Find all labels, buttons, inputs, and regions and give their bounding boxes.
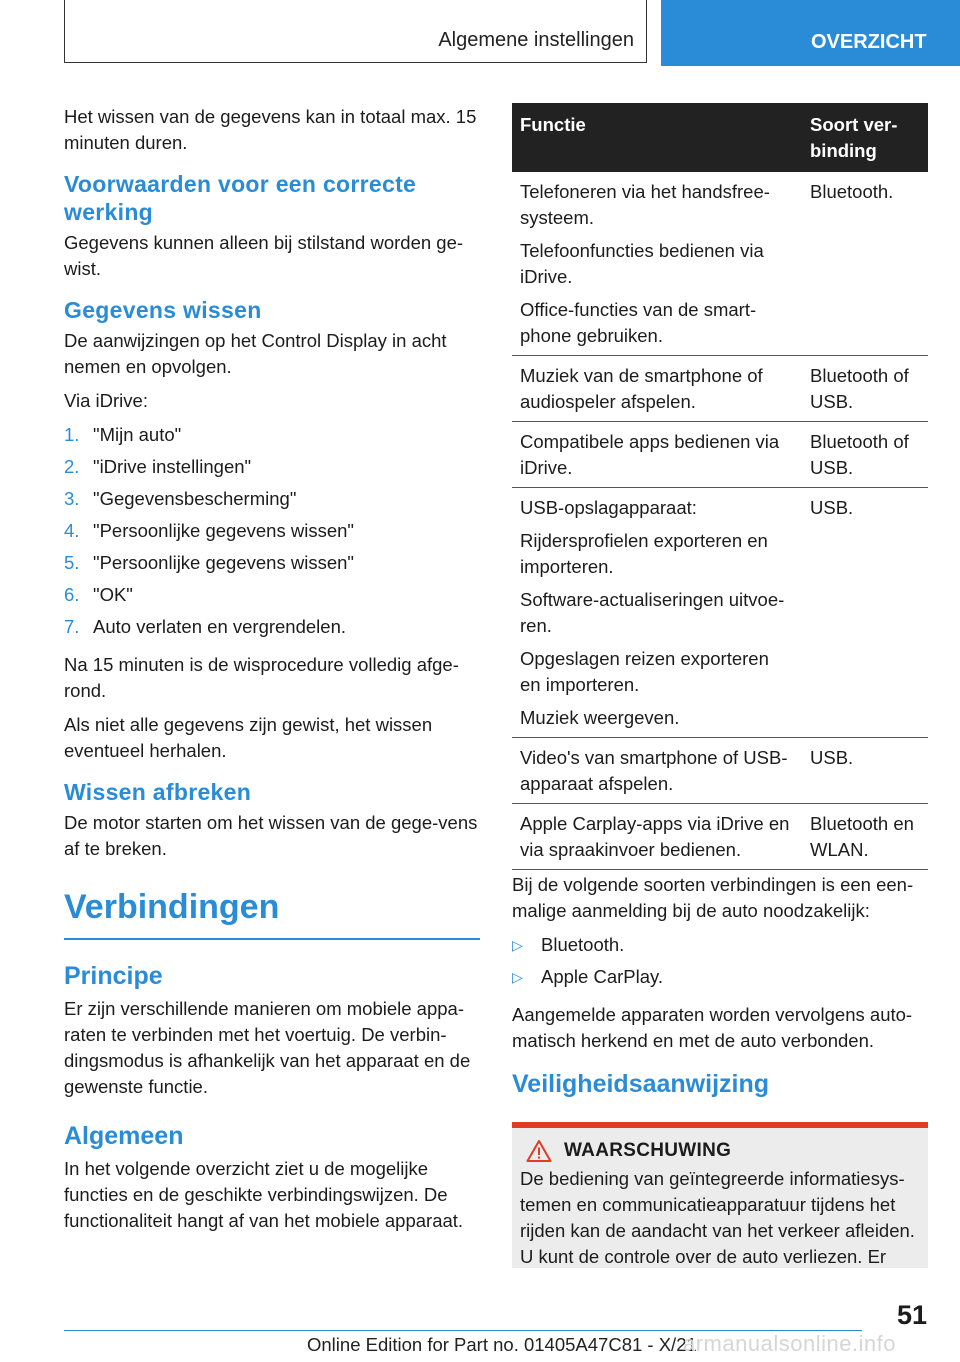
function-line: Telefoneren via het handsfree-systeem. xyxy=(520,181,770,228)
warning-text: De bediening van geïntegreerde informatiesys-temen en communicatieapparatuur tijdens het rijden kan de aandacht van het verkeer afleiden. U kunt de controle over de auto verliezen. Er xyxy=(520,1168,915,1267)
erase-steps xyxy=(64,422,480,646)
erase-heading: Gegevens wissen xyxy=(64,297,262,323)
abort-text: De motor starten om het wissen van de gege-vens af te breken. xyxy=(64,812,478,859)
step-item xyxy=(64,454,480,486)
step-text: "iDrive instellingen" xyxy=(93,456,252,477)
step-number: 7. xyxy=(64,616,80,637)
function-cell xyxy=(512,172,802,356)
function-cell xyxy=(512,356,802,422)
overview-tab-label: OVERZICHT xyxy=(811,31,927,53)
connection-cell: Bluetooth. xyxy=(802,172,928,356)
function-cell xyxy=(512,488,802,738)
connection-cell: Bluetooth of USB. xyxy=(802,356,928,422)
function-cell xyxy=(512,804,802,870)
step-text: "Mijn auto" xyxy=(93,424,182,445)
function-line: Muziek van de smartphone of audiospeler afspelen. xyxy=(520,365,763,412)
step-item xyxy=(64,582,480,614)
registration-text: Bij de volgende soorten verbindingen is een een-malige aanmelding bij de auto noodzakelijk: xyxy=(512,874,914,921)
connection-cell: USB. xyxy=(802,488,928,738)
function-cell xyxy=(512,422,802,488)
left-column xyxy=(64,104,480,1242)
intro-text: Het wissen van de gegevens kan in totaal max. 15 minuten duren. xyxy=(64,106,477,153)
warning-triangle-icon xyxy=(526,1139,552,1163)
via-idrive-text: Via iDrive: xyxy=(64,390,148,411)
step-number: 4. xyxy=(64,520,80,541)
table-row xyxy=(512,738,928,804)
abort-heading: Wissen afbreken xyxy=(64,779,252,805)
page-number: 51 xyxy=(896,1300,927,1330)
table-header-row xyxy=(512,103,928,172)
watermark: armanualsonline.info xyxy=(683,1331,897,1356)
step-number: 5. xyxy=(64,552,80,573)
function-line: Telefoonfuncties bedienen via iDrive. xyxy=(520,240,764,287)
erase-text: De aanwijzingen op het Control Display in acht nemen en opvolgen. xyxy=(64,330,447,377)
general-heading: Algemeen xyxy=(64,1122,184,1150)
function-line: Compatibele apps bedienen via iDrive. xyxy=(520,431,780,478)
step-text: "Gegevensbescherming" xyxy=(93,488,297,509)
function-line: Software-actualiseringen uitvoe-ren. xyxy=(520,589,785,636)
section-title: Algemene instellingen xyxy=(438,29,634,51)
column-header-function: Functie xyxy=(512,103,802,172)
principle-text: Er zijn verschillende manieren om mobiele appa-raten te verbinden met het voertuig. De verbin-dingsmodus is afhankelijk van het apparaat en de gewenste functie. xyxy=(64,998,471,1097)
safety-heading: Veiligheidsaanwijzing xyxy=(512,1070,770,1098)
function-line: Muziek weergeven. xyxy=(520,707,680,728)
list-item-text: Apple CarPlay. xyxy=(541,966,664,987)
list-item-text: Bluetooth. xyxy=(541,934,625,955)
step-item xyxy=(64,614,480,646)
connection-cell: Bluetooth of USB. xyxy=(802,422,928,488)
erase-repeat-text: Als niet alle gegevens zijn gewist, het wissen eventueel herhalen. xyxy=(64,714,433,761)
table-row xyxy=(512,422,928,488)
function-line: Opgeslagen reizen exporteren en importeren. xyxy=(520,648,769,695)
table-row xyxy=(512,172,928,356)
principle-heading: Principe xyxy=(64,962,163,990)
step-text: "Persoonlijke gegevens wissen" xyxy=(93,520,354,541)
registration-list xyxy=(512,932,928,996)
erase-after-text: Na 15 minuten is de wisprocedure volledig afge-rond. xyxy=(64,654,459,701)
auto-connect-text: Aangemelde apparaten worden vervolgens auto-matisch herkend en met de auto verbonden. xyxy=(512,1004,913,1051)
step-text: "OK" xyxy=(93,584,133,605)
step-text: "Persoonlijke gegevens wissen" xyxy=(93,552,354,573)
header-frame xyxy=(64,0,647,63)
conditions-heading: Voorwaarden voor een correcte werking xyxy=(64,171,417,225)
general-text: In het volgende overzicht ziet u de mogelijke functies en de geschikte verbindingswijzen. De functionaliteit hangt af van het mobiele apparaat. xyxy=(64,1158,464,1231)
function-cell xyxy=(512,738,802,804)
connection-cell: USB. xyxy=(802,738,928,804)
right-column xyxy=(512,872,928,1268)
step-number: 2. xyxy=(64,456,80,477)
connection-cell: Bluetooth en WLAN. xyxy=(802,804,928,870)
step-number: 1. xyxy=(64,424,80,445)
warning-header xyxy=(526,1138,922,1164)
step-item xyxy=(64,486,480,518)
table-row xyxy=(512,804,928,870)
warning-title: WAARSCHUWING xyxy=(564,1140,732,1161)
warning-box xyxy=(512,1122,928,1268)
triangle-bullet-icon: ▷ xyxy=(512,969,523,985)
edition-text: Online Edition for Part no. 01405A47C81 - X/21 xyxy=(307,1334,697,1355)
function-line: Rijdersprofielen exporteren en importeren. xyxy=(520,530,768,577)
connections-heading: Verbindingen xyxy=(64,886,480,940)
list-item xyxy=(512,964,928,996)
connections-table xyxy=(512,103,928,870)
list-item xyxy=(512,932,928,964)
column-header-connection: Soort ver-binding xyxy=(802,103,928,172)
step-number: 6. xyxy=(64,584,80,605)
step-text: Auto verlaten en vergrendelen. xyxy=(93,616,347,637)
function-line: Apple Carplay-apps via iDrive en via spraakinvoer bedienen. xyxy=(520,813,790,860)
function-line: Office-functies van de smart-phone gebruiken. xyxy=(520,299,757,346)
table-row xyxy=(512,488,928,738)
step-item xyxy=(64,550,480,582)
step-item xyxy=(64,518,480,550)
overview-tab[interactable] xyxy=(661,0,960,66)
conditions-text: Gegevens kunnen alleen bij stilstand worden ge-wist. xyxy=(64,232,464,279)
table-row xyxy=(512,356,928,422)
function-line: Video's van smartphone of USB-apparaat afspelen. xyxy=(520,747,788,794)
triangle-bullet-icon: ▷ xyxy=(512,937,523,953)
step-item xyxy=(64,422,480,454)
function-line: USB-opslagapparaat: xyxy=(520,497,697,518)
step-number: 3. xyxy=(64,488,80,509)
